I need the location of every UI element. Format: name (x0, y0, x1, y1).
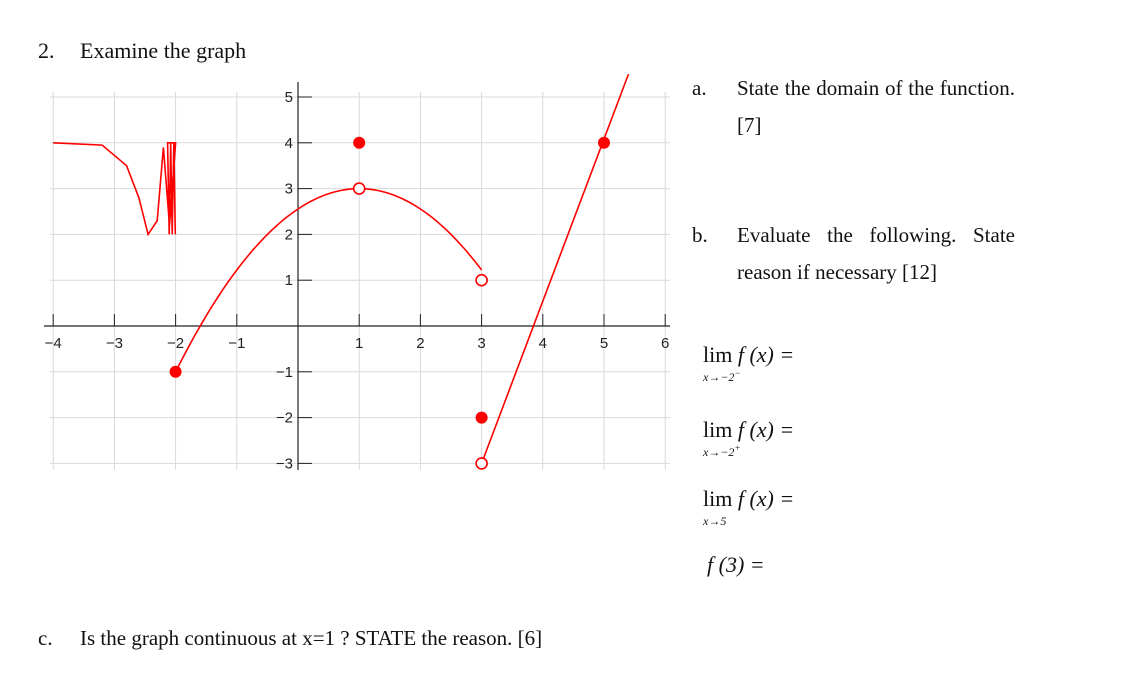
limit-expression: f (x) = (737, 486, 795, 511)
x-tick-label: 6 (661, 335, 670, 352)
y-tick-label: −3 (275, 455, 293, 473)
limit-expression: f (x) = (737, 342, 795, 367)
limit-at-5 (703, 486, 795, 528)
x-tick-label: 4 (538, 335, 547, 352)
question-number: 2. (38, 38, 55, 63)
x-tick-label: −3 (105, 335, 123, 352)
function-graph (0, 0, 700, 480)
part-c-text: Is the graph continuous at x=1 ? STATE the reason. [6] (80, 626, 543, 650)
y-tick-label: 2 (284, 226, 293, 244)
part-c (38, 626, 542, 651)
limit-word: lim (703, 486, 733, 511)
x-tick-label: 5 (599, 335, 609, 352)
x-tick-label: −2 (167, 335, 185, 352)
y-tick-label: −1 (275, 363, 293, 381)
part-b-text: Evaluate the following. State reason if necessary [12] (737, 223, 1015, 284)
question-text: Examine the graph (80, 38, 247, 63)
limit-subscript: x→−2+ (703, 443, 741, 459)
limit-word: lim (703, 417, 733, 442)
filled-point (353, 137, 365, 149)
part-a-text: State the domain of the function. [7] (737, 76, 1015, 137)
open-point (476, 275, 487, 286)
x-tick-label: −1 (228, 335, 246, 352)
part-a-label: a. (692, 76, 707, 100)
function-value-at-3 (707, 552, 765, 578)
limit-word: lim (703, 342, 733, 367)
y-tick-label: −2 (275, 409, 293, 427)
x-tick-label: 3 (477, 335, 486, 352)
filled-point (170, 366, 182, 378)
function-curve-segment (482, 74, 629, 463)
y-tick-label: 4 (284, 134, 293, 152)
open-point (476, 458, 487, 469)
x-tick-label: 1 (355, 335, 364, 352)
limit-right-minus2 (703, 417, 795, 459)
part-c-label: c. (38, 626, 53, 650)
y-tick-label: 5 (284, 89, 293, 106)
value-expression: f (3) = (707, 552, 765, 577)
filled-point (476, 412, 488, 424)
part-b-label: b. (692, 223, 708, 247)
limit-subscript: x→−2− (703, 368, 741, 384)
y-tick-label: 3 (284, 180, 293, 198)
limit-left-minus2 (703, 342, 795, 384)
limit-expression: f (x) = (737, 417, 795, 442)
y-tick-label: 1 (284, 272, 293, 290)
filled-point (598, 137, 610, 149)
x-tick-label: −4 (44, 335, 62, 352)
limit-subscript: x→5 (703, 514, 727, 528)
x-tick-label: 2 (416, 335, 425, 352)
open-point (354, 183, 365, 194)
